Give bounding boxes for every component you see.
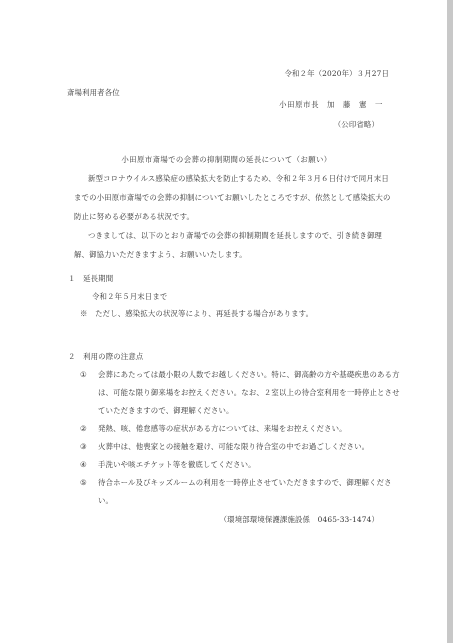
- list-item: [80, 456, 400, 474]
- sender: 小田原市長 加 藤 憲 一: [279, 100, 383, 109]
- list-item: [80, 438, 400, 456]
- section-heading: ２ 利用の際の注意点: [68, 352, 144, 361]
- extension-period: 令和２年５月末日まで: [92, 292, 168, 301]
- seal-note: （公印省略）: [333, 120, 379, 129]
- item-text: 発熱、咳、倦怠感等の症状がある方については、来場をお控えください。: [98, 424, 347, 433]
- contact-info: （環境部環境保護課施設係 0465-33-1474）: [219, 515, 379, 524]
- item-text: 火葬中は、他喪家との接触を避け、可能な限り待合室の中でお過ごしください。: [98, 442, 370, 451]
- recipient: 斎場利用者各位: [67, 88, 120, 97]
- item-text: 待合ホール及びキッズルームの利用を一時停止させていただきますので、御理解ください。: [98, 478, 392, 505]
- item-text: 会葬にあたっては最小限の人数でお越しください。特に、御高齢の方や基礎疾患のある方は、可能な限り御来場をお控えください。なお、２室以上の待合室利用を一時停止とさせていただきますので、御理解ください。: [98, 370, 400, 415]
- document-date: 令和２年（2020年）３月27日: [284, 69, 389, 78]
- body-paragraph: つきましては、以下のとおり斎場での会葬の抑制期間を延長しますので、引き続き御理解、御協力いただきますよう、お願いいたします。: [74, 231, 382, 259]
- list-item: [80, 474, 400, 510]
- item-number: ④: [80, 460, 87, 469]
- list-item: [80, 366, 400, 420]
- item-number: ①: [80, 370, 87, 379]
- item-number: ⑤: [80, 478, 87, 487]
- scan-edge: [447, 0, 453, 643]
- body-paragraph: 新型コロナウイルス感染症の感染拡大を防止するため、令和２年３月６日付けで同月末日までの小田原市斎場での会葬の抑制についてお願いしたところですが、依然として感染拡大の防止に努める必要がある状況です。: [74, 174, 391, 221]
- document-title: 小田原市斎場での会葬の抑制期間の延長について（お願い）: [121, 155, 332, 164]
- section-heading: １ 延長期間: [68, 274, 114, 283]
- item-number: ②: [80, 424, 87, 433]
- item-text: 手洗いや咳エチケット等を徹底してください。: [98, 460, 256, 469]
- list-item: [80, 420, 400, 438]
- section-note: ※ ただし、感染拡大の状況等により、再延長する場合があります。: [80, 309, 314, 318]
- item-number: ③: [80, 442, 87, 451]
